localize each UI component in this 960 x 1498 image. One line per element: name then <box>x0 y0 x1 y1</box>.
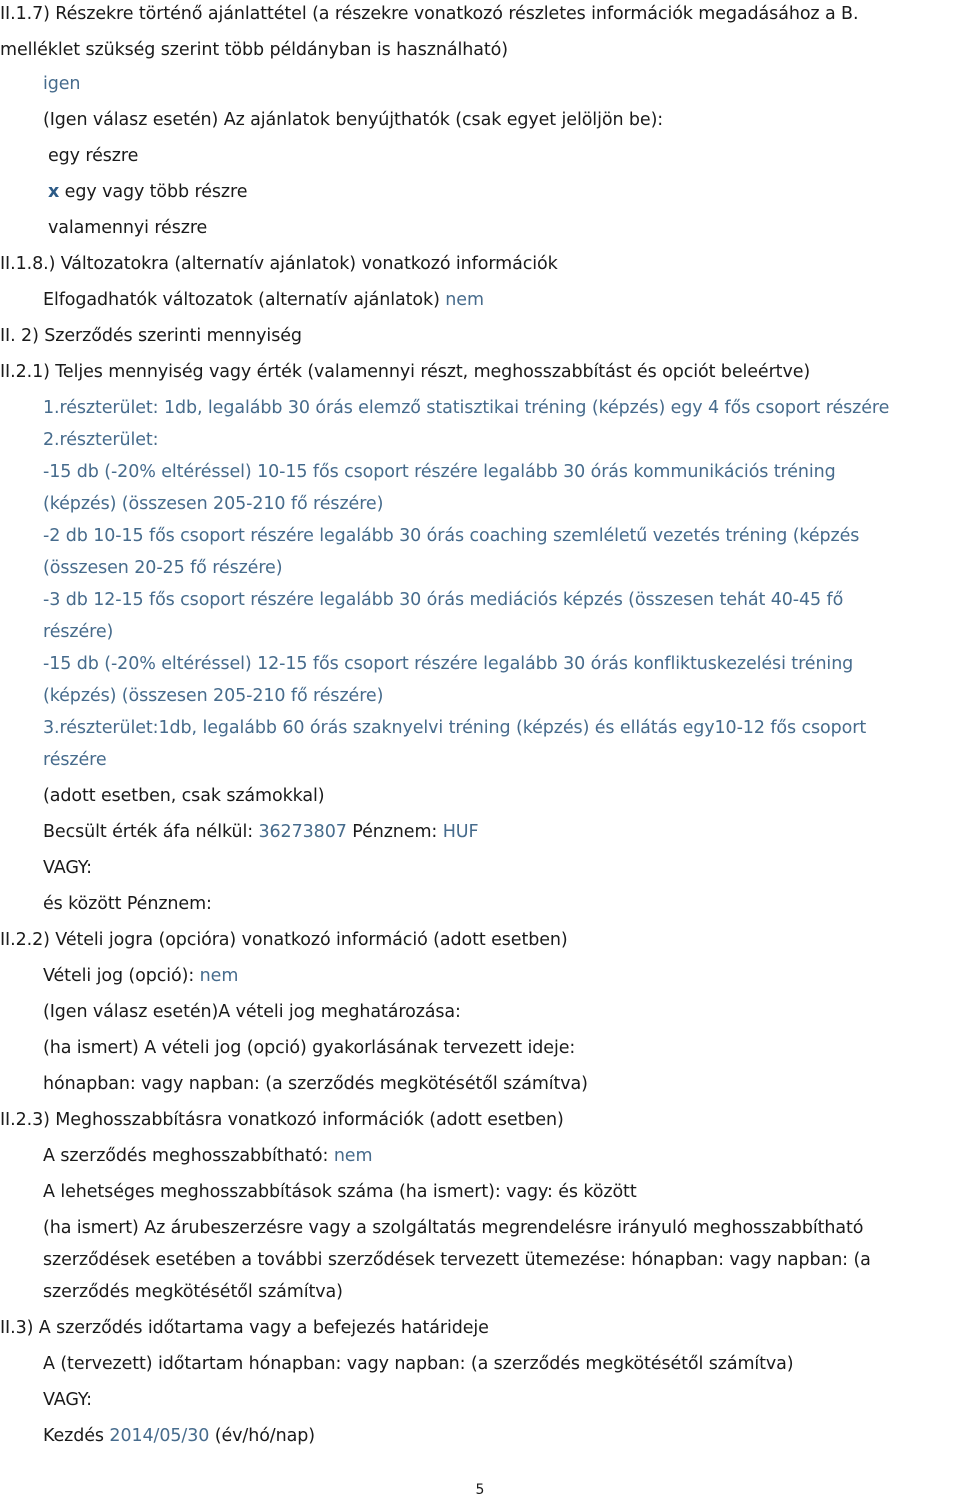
numbers-only-note: (adott esetben, csak számokkal) <box>43 786 325 806</box>
section-II-2-1-heading: II.2.1) Teljes mennyiség vagy érték (valamennyi részt, meghosszabbítást és opciót beleértve) <box>0 362 811 382</box>
extension-schedule-2: szerződések esetében a további szerződések tervezett ütemezése: hónapban: vagy napban: (a <box>43 1250 871 1270</box>
part-2-item-d-cont: (képzés) (összesen 205-210 fő részére) <box>43 686 384 706</box>
selected-mark: x <box>48 182 60 202</box>
estimated-value: 36273807 <box>258 822 347 842</box>
part-2-item-a-cont: (képzés) (összesen 205-210 fő részére) <box>43 494 384 514</box>
option-label: egy vagy több részre <box>64 182 248 202</box>
part-2-heading: 2.részterület: <box>43 430 159 450</box>
duration-row: A (tervezett) időtartam hónapban: vagy napban: (a szerződés megkötésétől számítva) <box>43 1354 794 1374</box>
part-3-description: 3.részterület:1db, legalább 60 órás szaknyelvi tréning (képzés) és ellátás egy10-12 fős csoport <box>43 718 867 738</box>
section-II-2-2-heading: II.2.2) Vételi jogra (opcióra) vonatkozó információ (adott esetben) <box>0 930 568 950</box>
variants-question <box>43 288 484 312</box>
page-number: 5 <box>475 1482 485 1498</box>
section-II-2-3-heading: II.2.3) Meghosszabbításra vonatkozó információk (adott esetben) <box>0 1110 564 1130</box>
section-II-2-heading: II. 2) Szerződés szerinti mennyiség <box>0 326 302 346</box>
currency-label: Pénznem: <box>352 822 438 842</box>
extension-schedule-3: szerződés megkötésétől számítva) <box>43 1282 343 1302</box>
option-right-months-days: hónapban: vagy napban: (a szerződés megkötésétől számítva) <box>43 1074 588 1094</box>
section-II-1-7-heading: II.1.7) Részekre történő ajánlattétel (a részekre vonatkozó részletes információk megadásához a B. <box>0 4 859 24</box>
start-label: Kezdés <box>43 1426 104 1446</box>
part-2-item-a: -15 db (-20% eltéréssel) 10-15 fős csoport részére legalább 30 órás kommunikációs tréning <box>43 462 836 482</box>
or-label-2: VAGY: <box>43 1390 92 1410</box>
extension-label: A szerződés meghosszabbítható: <box>43 1146 329 1166</box>
extension-count: A lehetséges meghosszabbítások száma (ha ismert): vagy: és között <box>43 1182 637 1202</box>
part-2-item-c-cont: részére) <box>43 622 114 642</box>
section-II-3-heading: II.3) A szerződés időtartama vagy a befejezés határideje <box>0 1318 489 1338</box>
estimated-value-row <box>43 820 478 844</box>
parts-answer-value: igen <box>43 74 81 94</box>
part-2-item-b-cont: (összesen 20-25 fő részére) <box>43 558 283 578</box>
estimated-value-label: Becsült érték áfa nélkül: <box>43 822 254 842</box>
option-right-label: Vételi jog (opció): <box>43 966 195 986</box>
variants-value: nem <box>445 290 484 310</box>
part-1-description: 1.részterület: 1db, legalább 30 órás elemző statisztikai tréning (képzés) egy 4 fős csoport részére <box>43 398 890 418</box>
range-currency-row: és között Pénznem: <box>43 894 212 914</box>
start-date-row <box>43 1424 315 1448</box>
variants-label: Elfogadhatók változatok (alternatív ajánlatok) <box>43 290 440 310</box>
extension-value: nem <box>333 1146 373 1166</box>
part-2-item-d: -15 db (-20% eltéréssel) 12-15 fős csoport részére legalább 30 órás konfliktuskezelési tréning <box>43 654 854 674</box>
start-date-unit: (év/hó/nap) <box>214 1426 315 1446</box>
option-all-parts: valamennyi részre <box>48 218 208 238</box>
extension-schedule-1: (ha ismert) Az árubeszerzésre vagy a szolgáltatás megrendelésre irányuló meghosszabbítható <box>43 1218 864 1238</box>
option-right-value: nem <box>199 966 239 986</box>
section-II-1-8-heading: II.1.8.) Változatokra (alternatív ajánlatok) vonatkozó információk <box>0 254 558 274</box>
section-II-1-7-heading-cont: melléklet szükség szerint több példányban is használható) <box>0 40 508 60</box>
or-label-1: VAGY: <box>43 858 92 878</box>
currency-value: HUF <box>442 822 479 842</box>
part-3-description-cont: részére <box>43 750 107 770</box>
option-right-row <box>43 964 238 988</box>
option-one-part: egy részre <box>48 146 139 166</box>
parts-question: (Igen válasz esetén) Az ajánlatok benyújthatók (csak egyet jelöljön be): <box>43 110 664 130</box>
part-2-item-b: -2 db 10-15 fős csoport részére legalább 30 órás coaching szemléletű vezetés tréning (képzés <box>43 526 860 546</box>
option-right-definition: (Igen válasz esetén)A vételi jog meghatározása: <box>43 1002 461 1022</box>
start-date-value: 2014/05/30 <box>109 1426 210 1446</box>
option-one-or-more-parts <box>48 180 247 204</box>
extension-row <box>43 1144 372 1168</box>
option-right-timing: (ha ismert) A vételi jog (opció) gyakorlásának tervezett ideje: <box>43 1038 576 1058</box>
part-2-item-c: -3 db 12-15 fős csoport részére legalább 30 órás mediációs képzés (összesen tehát 40-45 fő <box>43 590 844 610</box>
